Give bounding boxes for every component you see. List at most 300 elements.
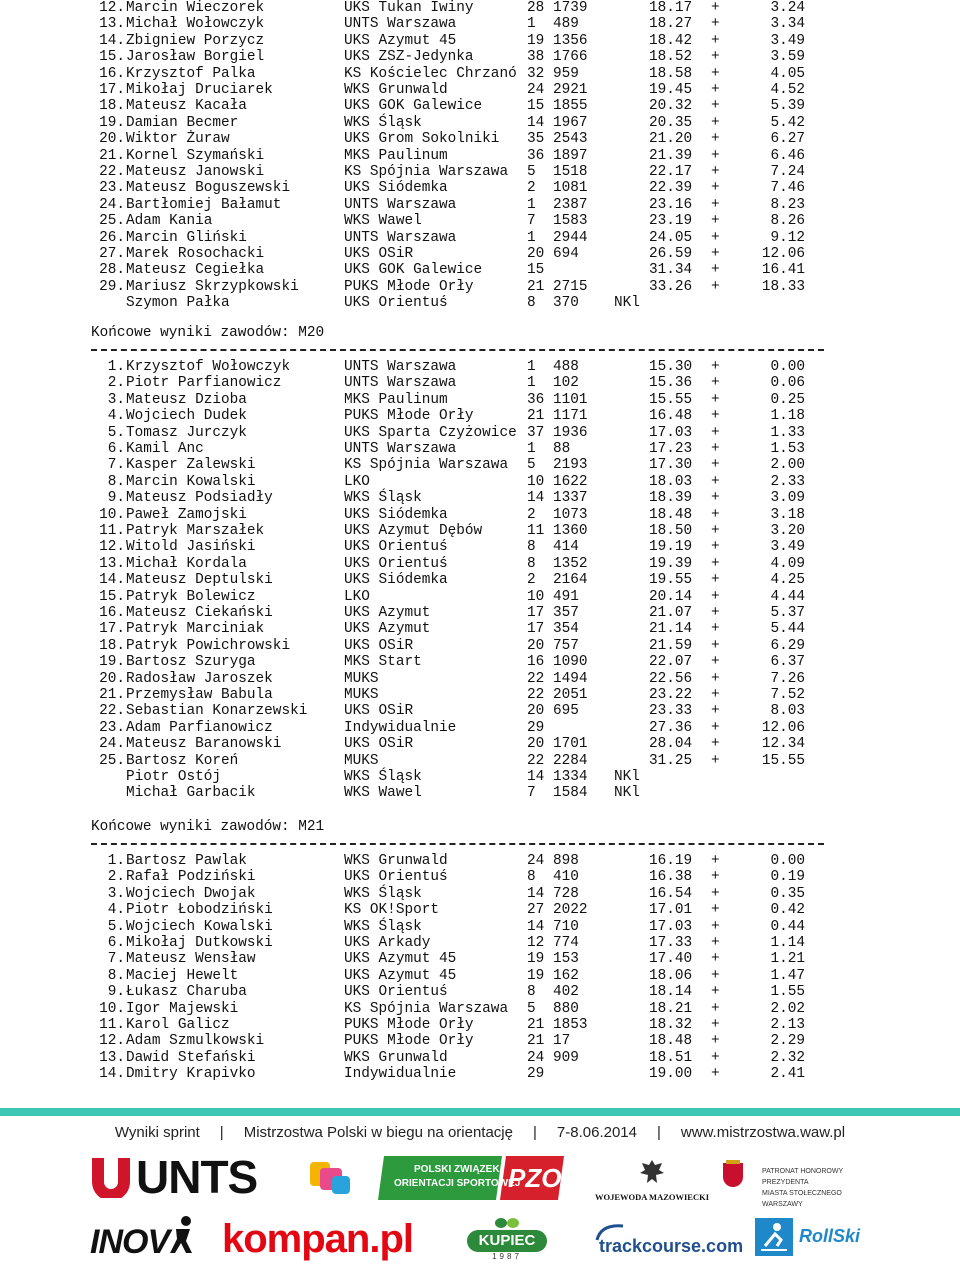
plus-sign: +: [711, 441, 720, 457]
finish-time: 28.04: [649, 736, 693, 753]
time-behind: 2.32: [770, 1049, 805, 1066]
finish-time: 18.03: [649, 473, 693, 490]
patronat-line2: MIASTA STOŁECZNEGO WARSZAWY: [762, 1190, 842, 1208]
place: 26.: [99, 229, 125, 246]
club-number: 38: [527, 49, 545, 66]
finish-time: 23.16: [649, 196, 693, 213]
place: 18.: [99, 98, 125, 115]
plus-sign: +: [711, 703, 720, 720]
club-number: 5: [527, 164, 536, 180]
time-behind: 12.06: [761, 719, 805, 736]
chip-number: 2164: [553, 572, 588, 589]
result-row: [0, 1050, 960, 1066]
trackcourse-wordmark: trackcourse.com: [599, 1236, 744, 1256]
finish-time: 17.03: [649, 424, 693, 441]
result-row: [0, 621, 960, 637]
place: 4.: [107, 902, 125, 919]
place: 24.: [99, 736, 125, 753]
plus-sign: +: [711, 605, 720, 621]
result-row: [0, 589, 960, 605]
chip-number: 774: [553, 935, 579, 951]
finish-time: 20.14: [649, 588, 693, 605]
plus-sign: +: [711, 473, 720, 490]
finish-time: 31.25: [649, 752, 693, 769]
finish-time: 17.03: [649, 918, 693, 935]
club-number: 1: [527, 196, 536, 213]
plus-sign: +: [711, 131, 720, 148]
chip-number: 357: [553, 605, 579, 621]
club-name: PUKS Młode Orły: [344, 1033, 474, 1050]
finish-time: 22.17: [649, 164, 693, 180]
club-name: UKS GOK Galewice: [344, 98, 483, 115]
place: 20.: [99, 131, 125, 148]
club-name: UNTS Warszawa: [344, 196, 457, 213]
time-behind: 2.29: [770, 1033, 805, 1050]
plus-sign: +: [711, 213, 720, 230]
finish-time: 18.39: [649, 490, 693, 507]
competitor-name: Kasper Zalewski: [126, 457, 256, 474]
chip-number: 2051: [553, 687, 588, 703]
club-number: 1: [527, 441, 536, 457]
club-name: UKS Azymut Dębów: [344, 523, 483, 539]
finish-time: 33.26: [649, 278, 693, 295]
plus-sign: +: [711, 262, 720, 279]
place: 3.: [107, 885, 125, 902]
club-number: 15: [527, 98, 545, 115]
plus-sign: +: [711, 147, 720, 164]
chip-number: 370: [553, 295, 579, 312]
finish-time: 15.30: [649, 359, 693, 375]
plus-sign: +: [711, 670, 720, 687]
time-behind: 1.53: [770, 441, 805, 457]
club-number: 10: [527, 473, 545, 490]
result-row: [0, 539, 960, 555]
place: 23.: [99, 180, 125, 197]
chip-number: 2715: [553, 278, 588, 295]
place: 13.: [99, 555, 125, 572]
finish-time: 18.14: [649, 984, 693, 1001]
competitor-name: Michał Garbacik: [126, 785, 256, 802]
plus-sign: +: [711, 0, 720, 16]
time-behind: 5.44: [770, 621, 805, 638]
chip-number: 1967: [553, 114, 588, 131]
result-row: [0, 869, 960, 885]
place: 12.: [99, 539, 125, 556]
finish-time: 18.48: [649, 506, 693, 523]
chip-number: 1701: [553, 736, 588, 753]
chip-number: 1853: [553, 1017, 588, 1033]
time-behind: 1.55: [770, 984, 805, 1001]
place: 14.: [99, 1066, 125, 1083]
result-row: [0, 457, 960, 473]
club-number: 35: [527, 131, 545, 148]
plus-sign: +: [711, 98, 720, 115]
club-name: Indywidualnie: [344, 719, 457, 736]
competitor-name: Kamil Anc: [126, 441, 204, 457]
rollski-wordmark: RollSki: [799, 1226, 861, 1246]
competitor-name: Rafał Podziński: [126, 869, 256, 886]
plus-sign: +: [711, 967, 720, 984]
club-number: 19: [527, 32, 545, 49]
place: 11.: [99, 523, 125, 539]
club-name: UKS Orientuś: [344, 555, 448, 572]
result-row: [0, 295, 960, 311]
result-row: [0, 1033, 960, 1049]
chip-number: 728: [553, 885, 579, 902]
time-behind: 1.21: [770, 951, 805, 968]
club-number: 2: [527, 572, 536, 589]
chip-number: 1081: [553, 180, 588, 197]
inov8-wordmark: INOV: [90, 1223, 170, 1261]
club-number: 28: [527, 0, 545, 16]
chip-number: 1518: [553, 164, 588, 180]
result-row: [0, 968, 960, 984]
chip-number: 1936: [553, 424, 588, 441]
time-behind: 2.00: [770, 457, 805, 474]
competitor-name: Wojciech Dwojak: [126, 885, 256, 902]
place: 10.: [99, 506, 125, 523]
result-row: [0, 638, 960, 654]
place: 7.: [107, 951, 125, 968]
competitor-name: Mateusz Baranowski: [126, 736, 282, 753]
club-name: UKS Siódemka: [344, 506, 448, 523]
time-behind: 0.06: [770, 375, 805, 392]
club-name: MKS Paulinum: [344, 391, 448, 408]
finish-time: 18.58: [649, 65, 693, 82]
plus-sign: +: [711, 1049, 720, 1066]
chip-number: 909: [553, 1049, 579, 1066]
time-behind: 5.39: [770, 98, 805, 115]
time-behind: 1.18: [770, 408, 805, 425]
finish-time: 18.48: [649, 1033, 693, 1050]
club-name: WKS Śląsk: [344, 918, 422, 935]
club-name: MUKS: [344, 670, 379, 687]
chip-number: 102: [553, 375, 579, 392]
club-number: 21: [527, 408, 545, 425]
inov8-logo: [90, 1215, 200, 1261]
club-name: WKS Wawel: [344, 785, 422, 802]
finish-time: 18.17: [649, 0, 693, 16]
club-number: 24: [527, 82, 545, 98]
competitor-name: Zbigniew Porzycz: [126, 32, 265, 49]
time-behind: 7.52: [770, 687, 805, 703]
competitor-name: Dmitry Krapivko: [126, 1066, 256, 1083]
finish-time: 23.33: [649, 703, 693, 720]
club-number: 8: [527, 555, 536, 572]
club-name: UNTS Warszawa: [344, 229, 457, 246]
time-behind: 3.59: [770, 49, 805, 66]
eagle-emblem-icon: [638, 1158, 666, 1188]
club-number: 14: [527, 885, 545, 902]
competitor-name: Patryk Powichrowski: [126, 637, 291, 654]
plus-sign: +: [711, 853, 720, 869]
chip-number: 489: [553, 16, 579, 33]
footer-event: Mistrzostwa Polski w biegu na orientację: [243, 1124, 513, 1141]
result-row: [0, 197, 960, 213]
club-number: 37: [527, 424, 545, 441]
kupiec-logo: [467, 1215, 547, 1263]
result-row: [0, 33, 960, 49]
competitor-name: Mateusz Cegiełka: [126, 262, 265, 279]
result-row: [0, 785, 960, 801]
club-number: 14: [527, 490, 545, 507]
finish-time: 18.42: [649, 32, 693, 49]
club-number: 22: [527, 687, 545, 703]
place: 5.: [107, 424, 125, 441]
result-row: [0, 392, 960, 408]
result-row: [0, 131, 960, 147]
club-name: PUKS Młode Orły: [344, 1017, 474, 1033]
place: 5.: [107, 918, 125, 935]
club-number: 16: [527, 654, 545, 671]
competitor-name: Adam Szmulkowski: [126, 1033, 265, 1050]
competitor-name: Adam Kania: [126, 213, 213, 230]
competitor-name: Przemysław Babula: [126, 687, 273, 703]
unts-mark-icon: [90, 1156, 132, 1198]
plus-sign: +: [711, 375, 720, 392]
club-name: KS Spójnia Warszawa: [344, 164, 509, 180]
result-row: [0, 605, 960, 621]
competitor-name: Mikołaj Druciarek: [126, 82, 273, 98]
time-behind: 0.00: [770, 359, 805, 375]
result-row: [0, 279, 960, 295]
competitor-name: Jarosław Borgiel: [126, 49, 265, 66]
finish-time: 21.07: [649, 605, 693, 621]
place: 22.: [99, 703, 125, 720]
time-behind: 4.09: [770, 555, 805, 572]
plus-sign: +: [711, 408, 720, 425]
chip-number: 1171: [553, 408, 588, 425]
place: 1.: [107, 359, 125, 375]
place: 29.: [99, 278, 125, 295]
club-number: 29: [527, 719, 545, 736]
place: 1.: [107, 853, 125, 869]
rollski-icon-box: [755, 1218, 793, 1256]
time-behind: 4.05: [770, 65, 805, 82]
result-row: [0, 886, 960, 902]
time-behind: 2.41: [770, 1066, 805, 1083]
time-behind: 4.44: [770, 588, 805, 605]
competitor-name: Bartłomiej Bałamut: [126, 196, 282, 213]
time-behind: 15.55: [761, 752, 805, 769]
time-behind: 4.52: [770, 82, 805, 98]
finish-time: 18.27: [649, 16, 693, 33]
competitor-name: Bartosz Pawlak: [126, 853, 247, 869]
club-name: MUKS: [344, 752, 379, 769]
result-row: [0, 951, 960, 967]
finish-time: 15.55: [649, 391, 693, 408]
competitor-name: Patryk Marciniak: [126, 621, 265, 638]
category-heading: Końcowe wyniki zawodów: M21: [91, 819, 325, 835]
chip-number: 354: [553, 621, 579, 638]
competitor-name: Witold Jasiński: [126, 539, 256, 556]
time-behind: 8.26: [770, 213, 805, 230]
club-name: UKS Arkady: [344, 935, 431, 951]
time-behind: 7.26: [770, 670, 805, 687]
club-name: UKS Azymut 45: [344, 967, 457, 984]
competitor-name: Mateusz Kacała: [126, 98, 247, 115]
place: 25.: [99, 752, 125, 769]
club-name: UKS OSiR: [344, 637, 414, 654]
club-name: Indywidualnie: [344, 1066, 457, 1083]
plus-sign: +: [711, 1000, 720, 1017]
chip-number: 2543: [553, 131, 588, 148]
category-heading: Końcowe wyniki zawodów: M20: [91, 325, 325, 341]
competitor-name: Igor Majewski: [126, 1000, 239, 1017]
club-name: LKO: [344, 473, 370, 490]
result-row: [0, 853, 960, 869]
result-row: [0, 246, 960, 262]
plus-sign: +: [711, 1017, 720, 1033]
place: 15.: [99, 49, 125, 66]
place: 23.: [99, 719, 125, 736]
place: 16.: [99, 65, 125, 82]
club-name: MKS Start: [344, 654, 422, 671]
result-row: [0, 490, 960, 506]
club-number: 20: [527, 637, 545, 654]
club-number: 14: [527, 769, 545, 785]
wojewoda-label: WOJEWODA MAZOWIECKI: [594, 1192, 710, 1202]
plus-sign: +: [711, 359, 720, 375]
competitor-name: Maciej Hewelt: [126, 967, 239, 984]
club-name: UNTS Warszawa: [344, 16, 457, 33]
time-behind: 7.46: [770, 180, 805, 197]
plus-sign: +: [711, 82, 720, 98]
club-name: UKS OSiR: [344, 703, 414, 720]
competitor-name: Mateusz Wensław: [126, 951, 256, 968]
club-name: WKS Grunwald: [344, 853, 448, 869]
place: 10.: [99, 1000, 125, 1017]
time-behind: 6.27: [770, 131, 805, 148]
plus-sign: +: [711, 885, 720, 902]
club-number: 36: [527, 391, 545, 408]
plus-sign: +: [711, 424, 720, 441]
place: 13.: [99, 1049, 125, 1066]
patronat-logo: [722, 1158, 882, 1208]
time-behind: 18.33: [761, 278, 805, 295]
result-row: [0, 180, 960, 196]
place: 19.: [99, 654, 125, 671]
place: 16.: [99, 605, 125, 621]
result-row: [0, 213, 960, 229]
dashed-separator: [91, 349, 824, 351]
place: 14.: [99, 572, 125, 589]
club-number: 20: [527, 703, 545, 720]
chip-number: 1739: [553, 0, 588, 16]
finish-time: 18.51: [649, 1049, 693, 1066]
result-row: [0, 736, 960, 752]
time-behind: 5.42: [770, 114, 805, 131]
plus-sign: +: [711, 918, 720, 935]
finish-time: 19.00: [649, 1066, 693, 1083]
place: 21.: [99, 687, 125, 703]
club-name: UNTS Warszawa: [344, 441, 457, 457]
result-row: [0, 66, 960, 82]
competitor-name: Marek Rosochacki: [126, 246, 265, 262]
finish-time: 18.32: [649, 1017, 693, 1033]
competitor-name: Patryk Bolewicz: [126, 588, 256, 605]
kompan-wordmark: kompan.pl: [222, 1217, 414, 1261]
finish-time: 23.19: [649, 213, 693, 230]
chip-number: 162: [553, 967, 579, 984]
finish-time: 21.14: [649, 621, 693, 638]
result-row: [0, 148, 960, 164]
result-row: [0, 703, 960, 719]
finish-time: 27.36: [649, 719, 693, 736]
club-number: 15: [527, 262, 545, 279]
plus-sign: +: [711, 523, 720, 539]
club-number: 17: [527, 605, 545, 621]
chip-number: 757: [553, 637, 579, 654]
club-number: 8: [527, 984, 536, 1001]
result-row: [0, 769, 960, 785]
time-behind: 8.03: [770, 703, 805, 720]
place: 6.: [107, 935, 125, 951]
result-row: [0, 919, 960, 935]
finish-time: 19.45: [649, 82, 693, 98]
finish-time: 17.01: [649, 902, 693, 919]
competitor-name: Bartosz Szuryga: [126, 654, 256, 671]
plus-sign: +: [711, 164, 720, 180]
chip-number: 153: [553, 951, 579, 968]
chip-number: 2193: [553, 457, 588, 474]
club-name: UKS Tukan Iwiny: [344, 0, 474, 16]
club-number: 22: [527, 670, 545, 687]
time-behind: 9.12: [770, 229, 805, 246]
club-name: KS Spójnia Warszawa: [344, 457, 509, 474]
club-name: UKS Grom Sokolniki: [344, 131, 500, 148]
chip-number: 959: [553, 65, 579, 82]
finish-time: 21.59: [649, 637, 693, 654]
finish-time: 18.06: [649, 967, 693, 984]
time-behind: 0.00: [770, 853, 805, 869]
place: 11.: [99, 1017, 125, 1033]
time-behind: 3.18: [770, 506, 805, 523]
time-behind: 3.34: [770, 16, 805, 33]
time-behind: 0.35: [770, 885, 805, 902]
warsaw-crest-icon: [722, 1160, 744, 1190]
time-behind: 2.02: [770, 1000, 805, 1017]
chip-number: 1622: [553, 473, 588, 490]
competitor-name: Michał Wołowczyk: [126, 16, 265, 33]
plus-sign: +: [711, 687, 720, 703]
finish-time: 26.59: [649, 246, 693, 262]
club-name: WKS Śląsk: [344, 490, 422, 507]
status-nkl: NKl: [614, 769, 640, 785]
competitor-name: Piotr Parfianowicz: [126, 375, 282, 392]
time-behind: 4.25: [770, 572, 805, 589]
competitor-name: Mariusz Skrzypkowski: [126, 278, 299, 295]
rollski-logo: [755, 1218, 870, 1256]
club-number: 12: [527, 935, 545, 951]
plus-sign: +: [711, 32, 720, 49]
chip-number: 694: [553, 246, 579, 262]
time-behind: 6.29: [770, 637, 805, 654]
club-name: UKS Orientuś: [344, 984, 448, 1001]
finish-time: 17.23: [649, 441, 693, 457]
sport-swoosh-icon: [306, 1158, 361, 1200]
time-behind: 0.19: [770, 869, 805, 886]
plus-sign: +: [711, 902, 720, 919]
place: 2.: [107, 869, 125, 886]
competitor-name: Piotr Ostój: [126, 769, 221, 785]
status-nkl: NKl: [614, 295, 640, 312]
chip-number: 2284: [553, 752, 588, 769]
club-name: UKS Sparta Czyżowice: [344, 424, 517, 441]
chip-number: 1897: [553, 147, 588, 164]
competitor-name: Kornel Szymański: [126, 147, 265, 164]
result-row: [0, 16, 960, 32]
